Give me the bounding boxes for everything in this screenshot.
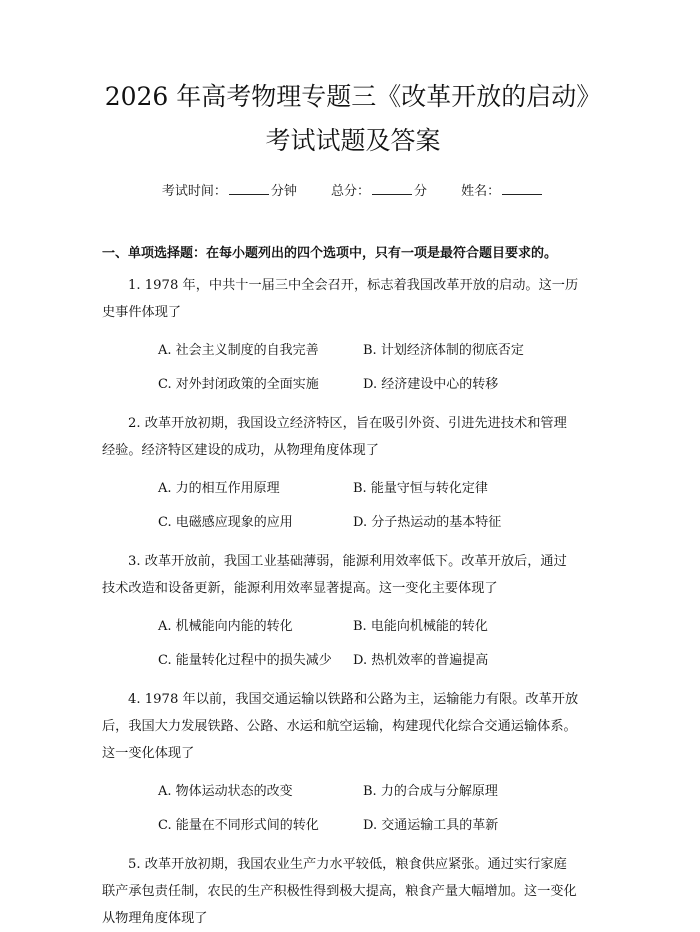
exam-time-label: 考试时间： [161,184,227,199]
question-4-line3: 这一变化体现了 [102,746,195,761]
question-5-line3: 从物理角度体现了 [102,911,208,926]
total-score-field [331,182,427,202]
exam-time-field [162,182,297,202]
question-2-line1: 2. 改革开放初期，我国设立经济特区，旨在吸引外资、引进先进技术和管理 [128,416,567,431]
question-4 [102,686,604,767]
question-4-line1: 4. 1978 年以前，我国交通运输以铁路和公路为主，运输能力有限。改革开放 [128,692,579,707]
question-5-line2: 联产承包责任制，农民的生产积极性得到极大提高，粮食产量大幅增加。这一变化 [102,884,577,899]
option-b: B. 力的合成与分解原理 [363,784,498,799]
total-score-unit: 分 [414,184,428,199]
question-2-options [102,480,604,532]
total-score-label: 总分： [330,184,370,199]
option-c: C. 能量在不同形式间的转化 [158,818,319,833]
option-d: D. 分子热运动的基本特征 [353,515,502,530]
name-field [461,182,544,202]
exam-time-unit: 分钟 [270,184,297,199]
option-a: A. 机械能向内能的转化 [158,619,293,634]
total-score-blank [372,182,412,195]
exam-info-row [102,182,604,202]
question-2 [102,410,604,464]
question-5-line1: 5. 改革开放初期，我国农业生产力水平较低，粮食供应紧张。通过实行家庭 [128,857,567,872]
question-3 [102,548,604,602]
exam-time-blank [229,182,269,195]
option-c: C. 对外封闭政策的全面实施 [158,377,319,392]
option-b: B. 电能向机械能的转化 [353,619,488,634]
question-5 [102,851,604,932]
question-4-options [102,783,604,835]
option-d: D. 热机效率的普遍提高 [353,653,489,668]
option-d: D. 交通运输工具的革新 [363,818,499,833]
section-heading: 一、单项选择题：在每小题列出的四个选项中，只有一项是最符合题目要求的。 [102,246,558,261]
exam-title-line1: 2026 年高考物理专题三《改革开放的启动》 [104,82,602,111]
question-3-line1: 3. 改革开放前，我国工业基础薄弱，能源利用效率低下。改革开放后，通过 [128,554,567,569]
name-blank [502,182,542,195]
option-b: B. 能量守恒与转化定律 [353,481,488,496]
question-1-line2: 史事件体现了 [102,305,182,320]
question-3-line2: 技术改造和设备更新，能源利用效率显著提高。这一变化主要体现了 [102,581,498,596]
option-a: A. 物体运动状态的改变 [158,784,293,799]
option-b: B. 计划经济体制的彻底否定 [363,343,524,358]
exam-title-line2: 考试试题及答案 [265,126,441,155]
option-a: A. 社会主义制度的自我完善 [158,343,319,358]
name-label: 姓名： [461,184,501,199]
question-4-line2: 后，我国大力发展铁路、公路、水运和航空运输，构建现代化综合交通运输体系。 [102,719,577,734]
option-c: C. 电磁感应现象的应用 [158,515,293,530]
option-d: D. 经济建设中心的转移 [363,377,499,392]
option-a: A. 力的相互作用原理 [158,481,280,496]
question-2-line2: 经验。经济特区建设的成功，从物理角度体现了 [102,443,379,458]
question-1-line1: 1. 1978 年，中共十一届三中全会召开，标志着我国改革开放的启动。这一历 [128,278,579,293]
question-1 [102,272,604,326]
question-3-options [102,618,604,670]
option-c: C. 能量转化过程中的损失减少 [158,653,332,668]
question-1-options [102,342,604,394]
